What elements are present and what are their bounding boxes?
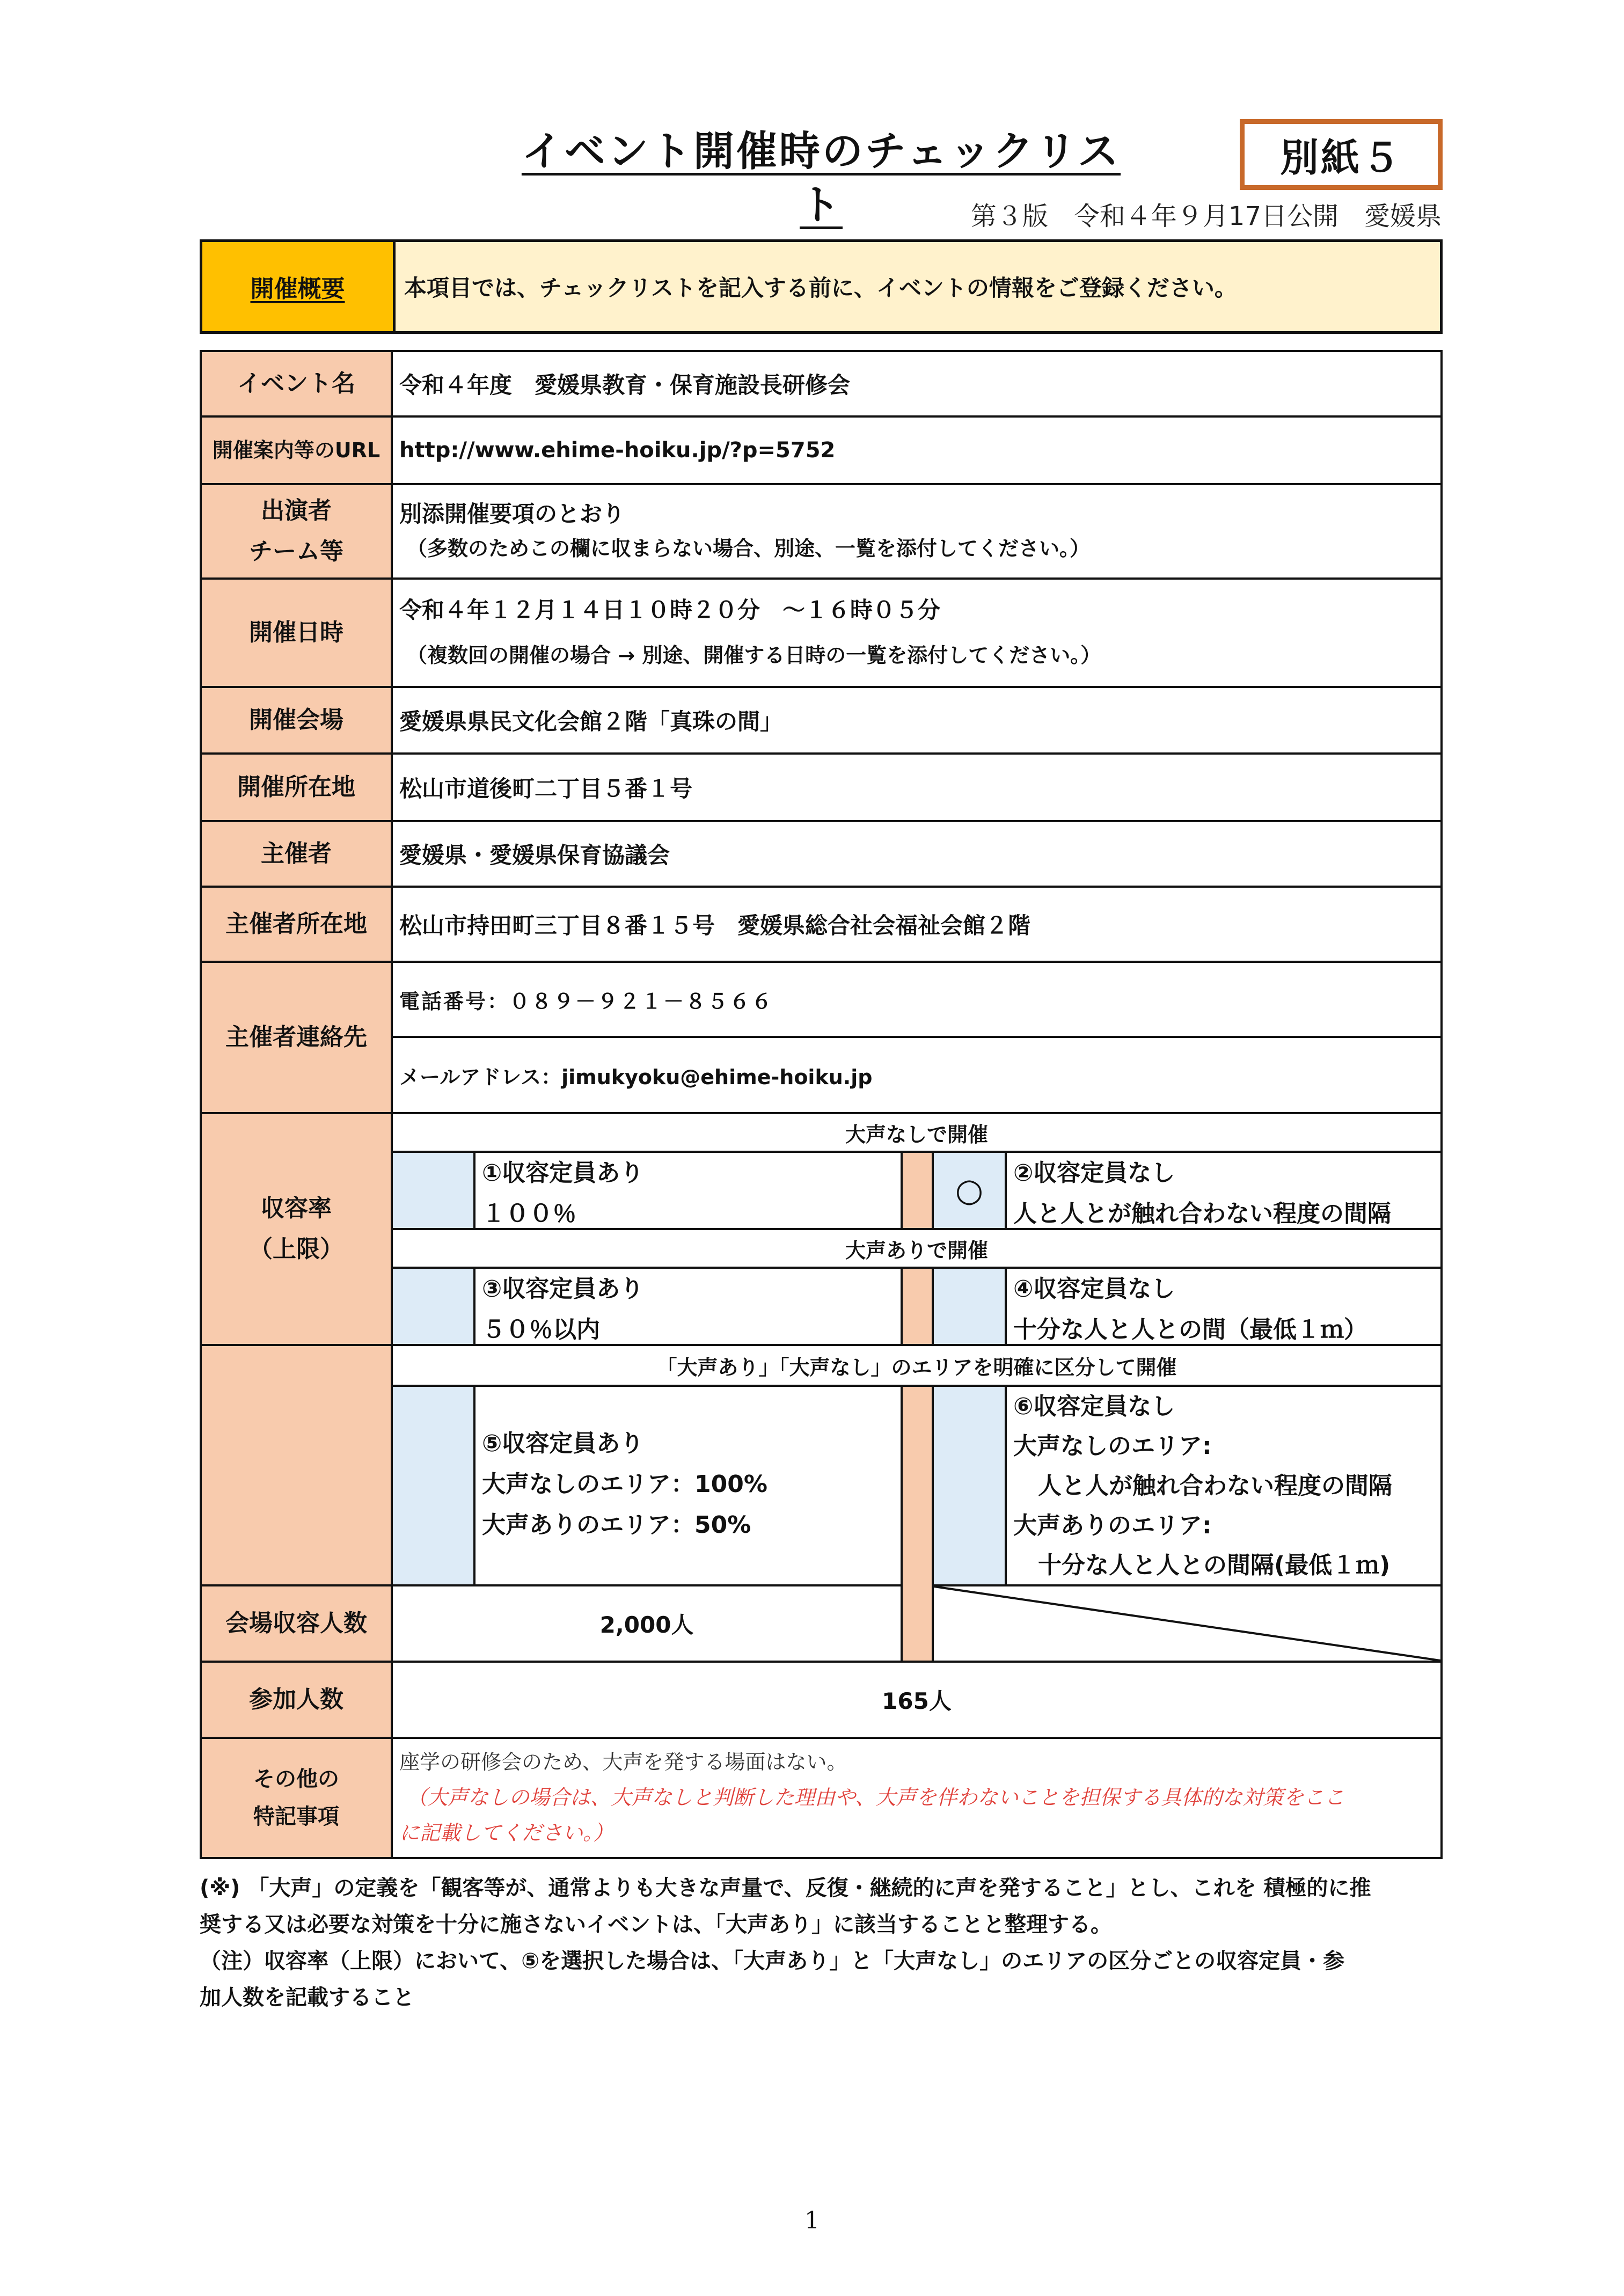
opt5-line2: 大声なしのエリア：100% [482, 1471, 767, 1498]
opt4-line1: ④収容定員なし [1013, 1275, 1175, 1303]
divider-2 [901, 1267, 934, 1346]
shout-header: 大声ありで開催 [391, 1228, 1443, 1269]
event-name-value: 令和４年度 愛媛県教育・保育施設長研修会 [391, 350, 1443, 418]
organizer-value: 愛媛県・愛媛県保育協議会 [391, 820, 1443, 888]
mixed-header: 「大声あり」「大声なし」のエリアを明確に区分して開催 [391, 1344, 1443, 1387]
opt6-text [1005, 1385, 1443, 1586]
participants-label: 参加人数 [200, 1661, 393, 1739]
opt2-checkbox[interactable] [932, 1151, 1007, 1230]
organizer-address-value: 松山市持田町三丁目８番１５号 愛媛県総合社会福祉会館２階 [391, 886, 1443, 963]
no-shout-header: 大声なしで開催 [391, 1112, 1443, 1153]
notes [200, 1870, 1445, 2016]
remarks-hint-2: に記載してください。） [399, 1821, 614, 1845]
opt2-line2: 人と人とが触れ合わない程度の間隔 [1013, 1200, 1391, 1227]
venue-capacity-blank [932, 1584, 1443, 1663]
page-title: イベント開催時のチェックリスト [521, 127, 1121, 229]
contact-label: 主催者連絡先 [200, 961, 393, 1114]
performers-value-cell [391, 483, 1443, 580]
capacity-label-2: （上限） [249, 1235, 343, 1263]
divider-1 [901, 1151, 934, 1230]
opt5-checkbox[interactable] [391, 1385, 476, 1586]
capacity-label [200, 1112, 393, 1346]
venue-address-value: 松山市道後町二丁目５番１号 [391, 752, 1443, 822]
contact-email: メールアドレス：jimukyoku@ehime-hoiku.jp [391, 1036, 1443, 1114]
opt4-checkbox[interactable] [932, 1267, 1007, 1346]
opt2-text [1005, 1151, 1443, 1230]
remarks-value-cell [391, 1737, 1443, 1859]
overview-text: 本項目では、チェックリストを記入する前に、イベントの情報をご登録ください。 [396, 242, 1440, 331]
venue-label: 開催会場 [200, 686, 393, 755]
opt6-line4: 大声ありのエリア: [1013, 1512, 1212, 1539]
datetime-value-cell [391, 577, 1443, 688]
remarks-label-1: その他の [253, 1767, 339, 1792]
venue-capacity-label: 会場収容人数 [200, 1584, 393, 1663]
contact-phone: 電話番号：０８９－９２１－８５６６ [391, 961, 1443, 1038]
organizer-label: 主催者 [200, 820, 393, 888]
performers-label-2: チーム等 [249, 538, 343, 565]
opt3-line2: ５０％以内 [482, 1316, 600, 1343]
opt2-check-mark: ○ [955, 1172, 984, 1209]
remarks-label-2: 特記事項 [253, 1804, 339, 1829]
performers-note: （多数のためこの欄に収まらない場合、別途、一覧を添付してください。） [407, 537, 1091, 560]
note-line-4: 加人数を記載すること [200, 1985, 414, 2010]
opt3-checkbox[interactable] [391, 1267, 476, 1346]
note-line-3: （注）収容率（上限）において、⑤を選択した場合は、「大声あり」と「大声なし」のエリアの区分ごとの収容定員・参 [200, 1949, 1345, 1973]
venue-value: 愛媛県県民文化会館２階「真珠の間」 [391, 686, 1443, 755]
opt5-line1: ⑤収容定員あり [482, 1430, 644, 1457]
remarks-value: 座学の研修会のため、大声を発する場面はない。 [399, 1750, 847, 1774]
overview-label: 開催概要 [202, 242, 396, 331]
opt1-line1: ①収容定員あり [482, 1159, 644, 1187]
performers-label-1: 出演者 [261, 497, 332, 524]
opt3-line1: ③収容定員あり [482, 1275, 644, 1303]
datetime-note: （複数回の開催の場合 → 別途、開催する日時の一覧を添付してください。） [407, 644, 1101, 667]
opt6-line1: ⑥収容定員なし [1013, 1393, 1175, 1420]
opt5-line3: 大声ありのエリア：50% [482, 1511, 751, 1539]
datetime-value: 令和４年１２月１４日１０時２０分 ～１６時０５分 [399, 597, 941, 623]
opt1-text [473, 1151, 903, 1230]
url-label: 開催案内等のURL [200, 415, 393, 485]
divider-3 [901, 1385, 934, 1663]
opt5-text [473, 1385, 903, 1586]
diagonal-line [934, 1586, 1440, 1661]
opt6-checkbox[interactable] [932, 1385, 1007, 1586]
capacity-label-continued [200, 1344, 393, 1586]
attachment-label: 別紙５ [1240, 119, 1443, 190]
datetime-label: 開催日時 [200, 577, 393, 688]
opt6-line2: 大声なしのエリア: [1013, 1432, 1212, 1460]
opt1-checkbox[interactable] [391, 1151, 476, 1230]
organizer-address-label: 主催者所在地 [200, 886, 393, 963]
venue-address-label: 開催所在地 [200, 752, 393, 822]
remarks-label [200, 1737, 393, 1859]
note-line-2: 奨する又は必要な対策を十分に施さないイベントは、「大声あり」に該当することと整理する。 [200, 1912, 1112, 1937]
performers-value: 別添開催要項のとおり [399, 501, 625, 527]
opt1-line2: １００％ [482, 1200, 576, 1227]
opt6-line3: 人と人が触れ合わない程度の間隔 [1038, 1472, 1392, 1500]
page-number: 1 [804, 2207, 820, 2234]
opt4-text [1005, 1267, 1443, 1346]
opt3-text [473, 1267, 903, 1346]
overview-box [200, 239, 1443, 334]
event-name-label: イベント名 [200, 350, 393, 418]
opt2-line1: ②収容定員なし [1013, 1159, 1175, 1187]
performers-label [200, 483, 393, 580]
url-value: http://www.ehime-hoiku.jp/?p=5752 [391, 415, 1443, 485]
venue-capacity-value: 2,000人 [391, 1584, 903, 1663]
opt6-line5: 十分な人と人との間隔(最低１ｍ) [1038, 1552, 1391, 1579]
opt4-line2: 十分な人と人との間（最低１ｍ） [1013, 1316, 1367, 1343]
version-info: 第３版 令和４年９月17日公開 愛媛県 [970, 201, 1442, 231]
capacity-label-1: 収容率 [261, 1195, 332, 1222]
participants-value: 165人 [391, 1661, 1443, 1739]
remarks-hint-1: （大声なしの場合は、大声なしと判断した理由や、大声を伴わないことを担保する具体的な対策をここ [407, 1786, 1345, 1809]
note-line-1: (※) 「大声」の定義を「観客等が、通常よりも大きな声量で、反復・継続的に声を発すること」とし、これを 積極的に推 [200, 1876, 1371, 1900]
